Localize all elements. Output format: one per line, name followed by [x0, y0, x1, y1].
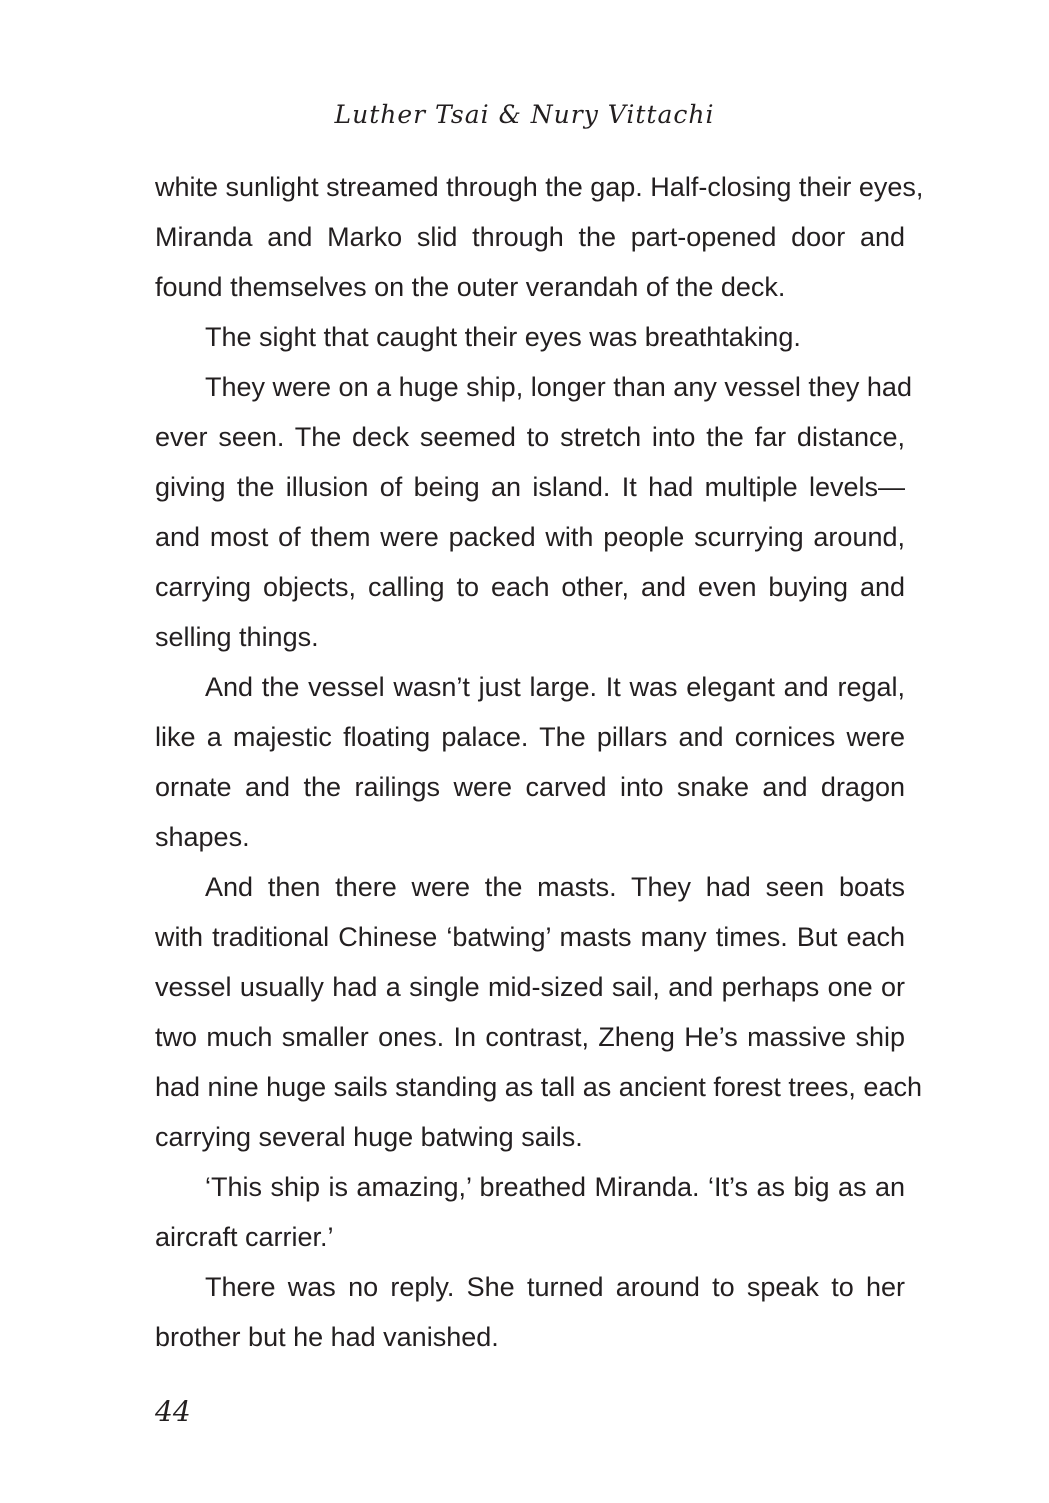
- text-line: And the vessel wasn’t just large. It was elegant and regal,: [205, 672, 905, 702]
- text-line: carrying several huge batwing sails.: [155, 1122, 583, 1152]
- paragraph: [155, 1162, 905, 1262]
- paragraph: [155, 662, 905, 862]
- text-line: ornate and the railings were carved into snake and dragon: [155, 772, 905, 802]
- page-number: 44: [155, 1395, 191, 1428]
- text-line: brother but he had vanished.: [155, 1322, 499, 1352]
- running-head: Luther Tsai & Nury Vittachi: [334, 100, 715, 129]
- text-line: selling things.: [155, 622, 319, 652]
- text-line: found themselves on the outer verandah of the deck.: [155, 272, 786, 302]
- text-line: vessel usually had a single mid-sized sail, and perhaps one or: [155, 972, 905, 1002]
- text-line: They were on a huge ship, longer than any vessel they had: [205, 372, 912, 402]
- text-line: ‘This ship is amazing,’ breathed Miranda. ‘It’s as big as an: [205, 1172, 905, 1202]
- text-line: like a majestic floating palace. The pillars and cornices were: [155, 722, 905, 752]
- paragraph: [155, 362, 912, 662]
- text-line: ever seen. The deck seemed to stretch into the far distance,: [155, 422, 905, 452]
- text-line: carrying objects, calling to each other, and even buying and: [155, 572, 905, 602]
- paragraph: [155, 1262, 905, 1362]
- text-line: and most of them were packed with people scurrying around,: [155, 522, 905, 552]
- text-line: The sight that caught their eyes was breathtaking.: [205, 322, 801, 352]
- text-line: And then there were the masts. They had seen boats: [205, 872, 905, 902]
- text-line: aircraft carrier.’: [155, 1222, 334, 1252]
- text-line: There was no reply. She turned around to speak to her: [205, 1272, 905, 1302]
- text-line: giving the illusion of being an island. It had multiple levels—: [155, 472, 905, 502]
- text-line: Miranda and Marko slid through the part-opened door and: [155, 222, 905, 252]
- text-line: had nine huge sails standing as tall as ancient forest trees, each: [155, 1072, 922, 1102]
- paragraph: [155, 312, 905, 362]
- text-line: shapes.: [155, 822, 250, 852]
- text-line: white sunlight streamed through the gap. Half-closing their eyes,: [155, 172, 924, 202]
- text-line: with traditional Chinese ‘batwing’ masts many times. But each: [155, 922, 905, 952]
- paragraph: [155, 862, 922, 1162]
- body-text: [155, 162, 924, 1362]
- paragraph: [155, 162, 924, 312]
- text-line: two much smaller ones. In contrast, Zheng He’s massive ship: [155, 1022, 905, 1052]
